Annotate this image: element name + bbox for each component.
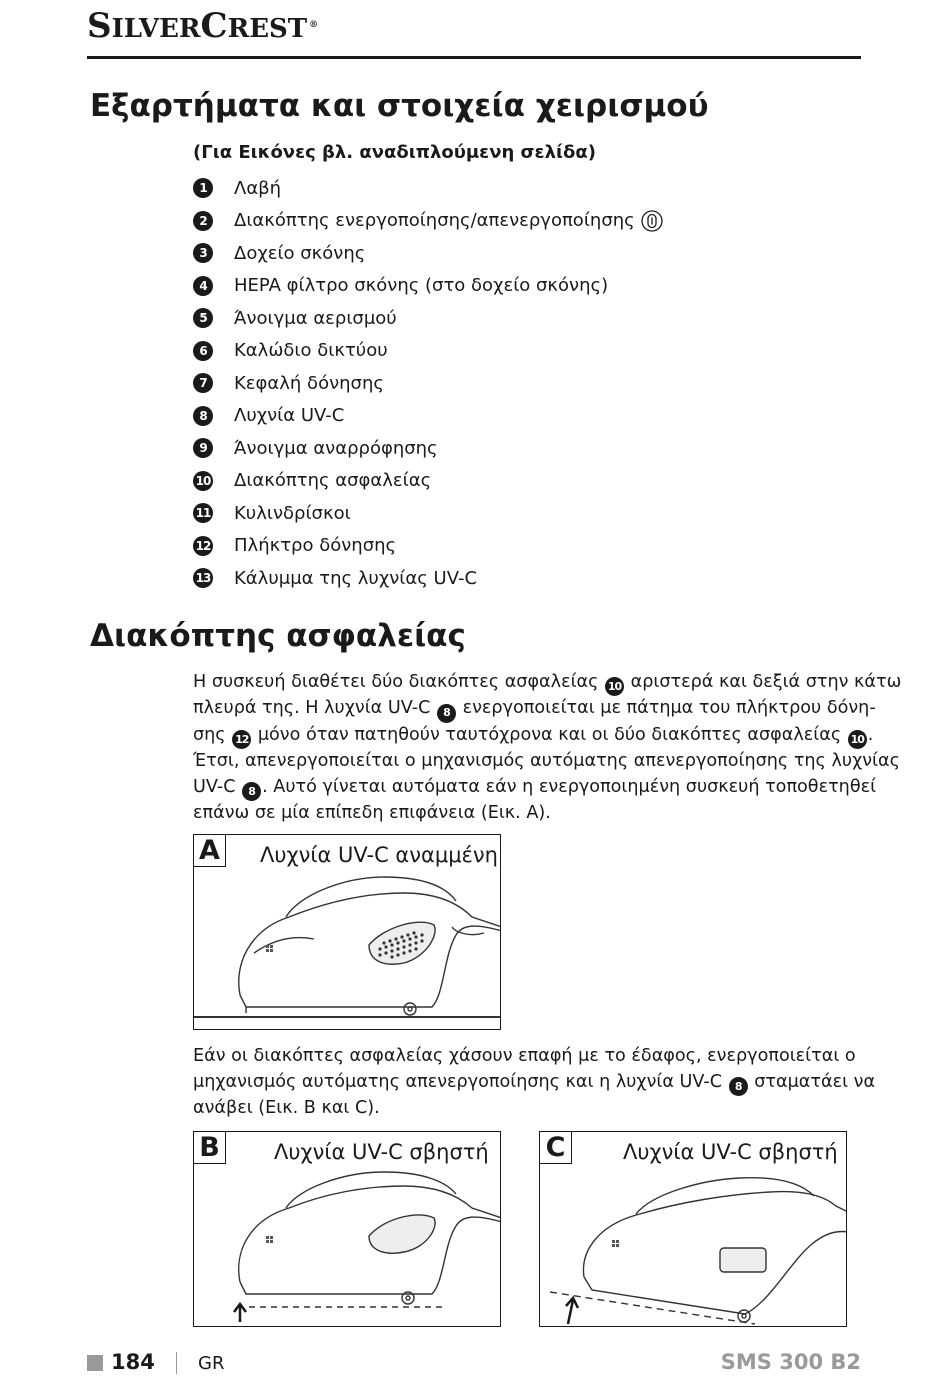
list-item: 8 Λυχνία UV-C (193, 400, 663, 433)
number-badge: 3 (193, 243, 213, 263)
list-item: 7 Κεφαλή δόνησης (193, 367, 663, 400)
brand-logo: SILVERCREST ® (87, 6, 319, 46)
list-item: 2 Διακόπτης ενεργοποίησης/απενεργοποίησης (193, 205, 663, 238)
figure-b (193, 1131, 501, 1327)
section-subtitle: (Για Εικόνες βλ. αναδιπλούμενη σελίδα) (193, 142, 596, 163)
footer-model: SMS 300 B2 (720, 1350, 861, 1374)
figure-letter: C (540, 1132, 572, 1164)
figure-c (539, 1131, 847, 1327)
number-badge: 10 (848, 730, 867, 749)
paragraph-safety-off: Εάν οι διακόπτες ασφαλείας χάσουν επαφή με το έδαφος, ενεργοποιείται ο μηχανισμός αυτόματης απενεργοποίησης και η λυχνία UV-C 8 σταματάει να ανάβει (Εικ. B και C). (193, 1046, 876, 1119)
number-badge: 11 (193, 503, 213, 523)
figure-a (193, 834, 501, 1030)
number-badge: 4 (193, 276, 213, 296)
section-title-safety-switch: Διακόπτης ασφαλείας (90, 618, 466, 654)
number-badge: 13 (193, 568, 213, 588)
figure-letter: A (194, 835, 226, 867)
number-badge: 10 (193, 471, 213, 491)
page-footer (87, 1352, 861, 1378)
list-item: 4 HEPA φίλτρο σκόνης (στο δοχείο σκόνης) (193, 270, 663, 303)
number-badge: 8 (437, 704, 456, 723)
figure-caption: Λυχνία UV-C αναμμένη (260, 843, 498, 867)
number-badge: 8 (193, 406, 213, 426)
number-badge: 2 (193, 211, 213, 231)
list-item: 5 Άνοιγμα αερισμού (193, 302, 663, 335)
paragraph-safety-intro: Η συσκευή διαθέτει δύο διακόπτες ασφαλείας 10 αριστερά και δεξιά στην κάτω πλευρά της. Η λυχνία UV-C 8 ενεργοποιείται με πάτημα του πλήκτρου δόνη- σης 12 μόνο όταν πατηθούν ταυτόχρονα και οι δύο διακόπτες ασφαλείας 10 . Έτσι, απενεργοποιείται ο μηχανισμός αυτόματης απενεργοποίησης της λυχνίας UV-C 8 . Αυτό γίνεται αυτόματα εάν η ενεργοποιημένη συσκευή τοποθετηθεί επάνω σε μία επίπεδη επιφάνεια (Εικ. A). (193, 672, 902, 824)
list-item: 12 Πλήκτρο δόνησης (193, 530, 663, 563)
list-item: 13 Κάλυμμα της λυχνίας UV-C (193, 562, 663, 595)
section-title-parts: Εξαρτήματα και στοιχεία χειρισμού (90, 88, 709, 124)
footer-square-marker (87, 1355, 103, 1371)
footer-language: GR (198, 1353, 225, 1374)
list-item: 9 Άνοιγμα αναρρόφησης (193, 432, 663, 465)
number-badge: 1 (193, 178, 213, 198)
number-badge: 10 (605, 677, 624, 696)
number-badge: 8 (729, 1077, 748, 1096)
number-badge: 6 (193, 341, 213, 361)
power-button-icon (641, 210, 663, 232)
number-badge: 7 (193, 373, 213, 393)
list-item: 6 Καλώδιο δικτύου (193, 335, 663, 368)
figure-caption: Λυχνία UV-C σβηστή (623, 1140, 838, 1164)
page-number: 184 (111, 1350, 155, 1374)
number-badge: 12 (232, 730, 251, 749)
list-item: 10 Διακόπτης ασφαλείας (193, 465, 663, 498)
list-item: 11 Κυλινδρίσκοι (193, 497, 663, 530)
figure-letter: B (194, 1132, 226, 1164)
footer-divider (176, 1352, 177, 1374)
number-badge: 12 (193, 536, 213, 556)
header-rule (87, 56, 861, 59)
number-badge: 8 (242, 782, 261, 801)
number-badge: 9 (193, 438, 213, 458)
list-item: 3 Δοχείο σκόνης (193, 237, 663, 270)
number-badge: 5 (193, 308, 213, 328)
list-item: 1 Λαβή (193, 172, 663, 205)
figure-caption: Λυχνία UV-C σβηστή (274, 1140, 489, 1164)
parts-list (193, 172, 663, 595)
